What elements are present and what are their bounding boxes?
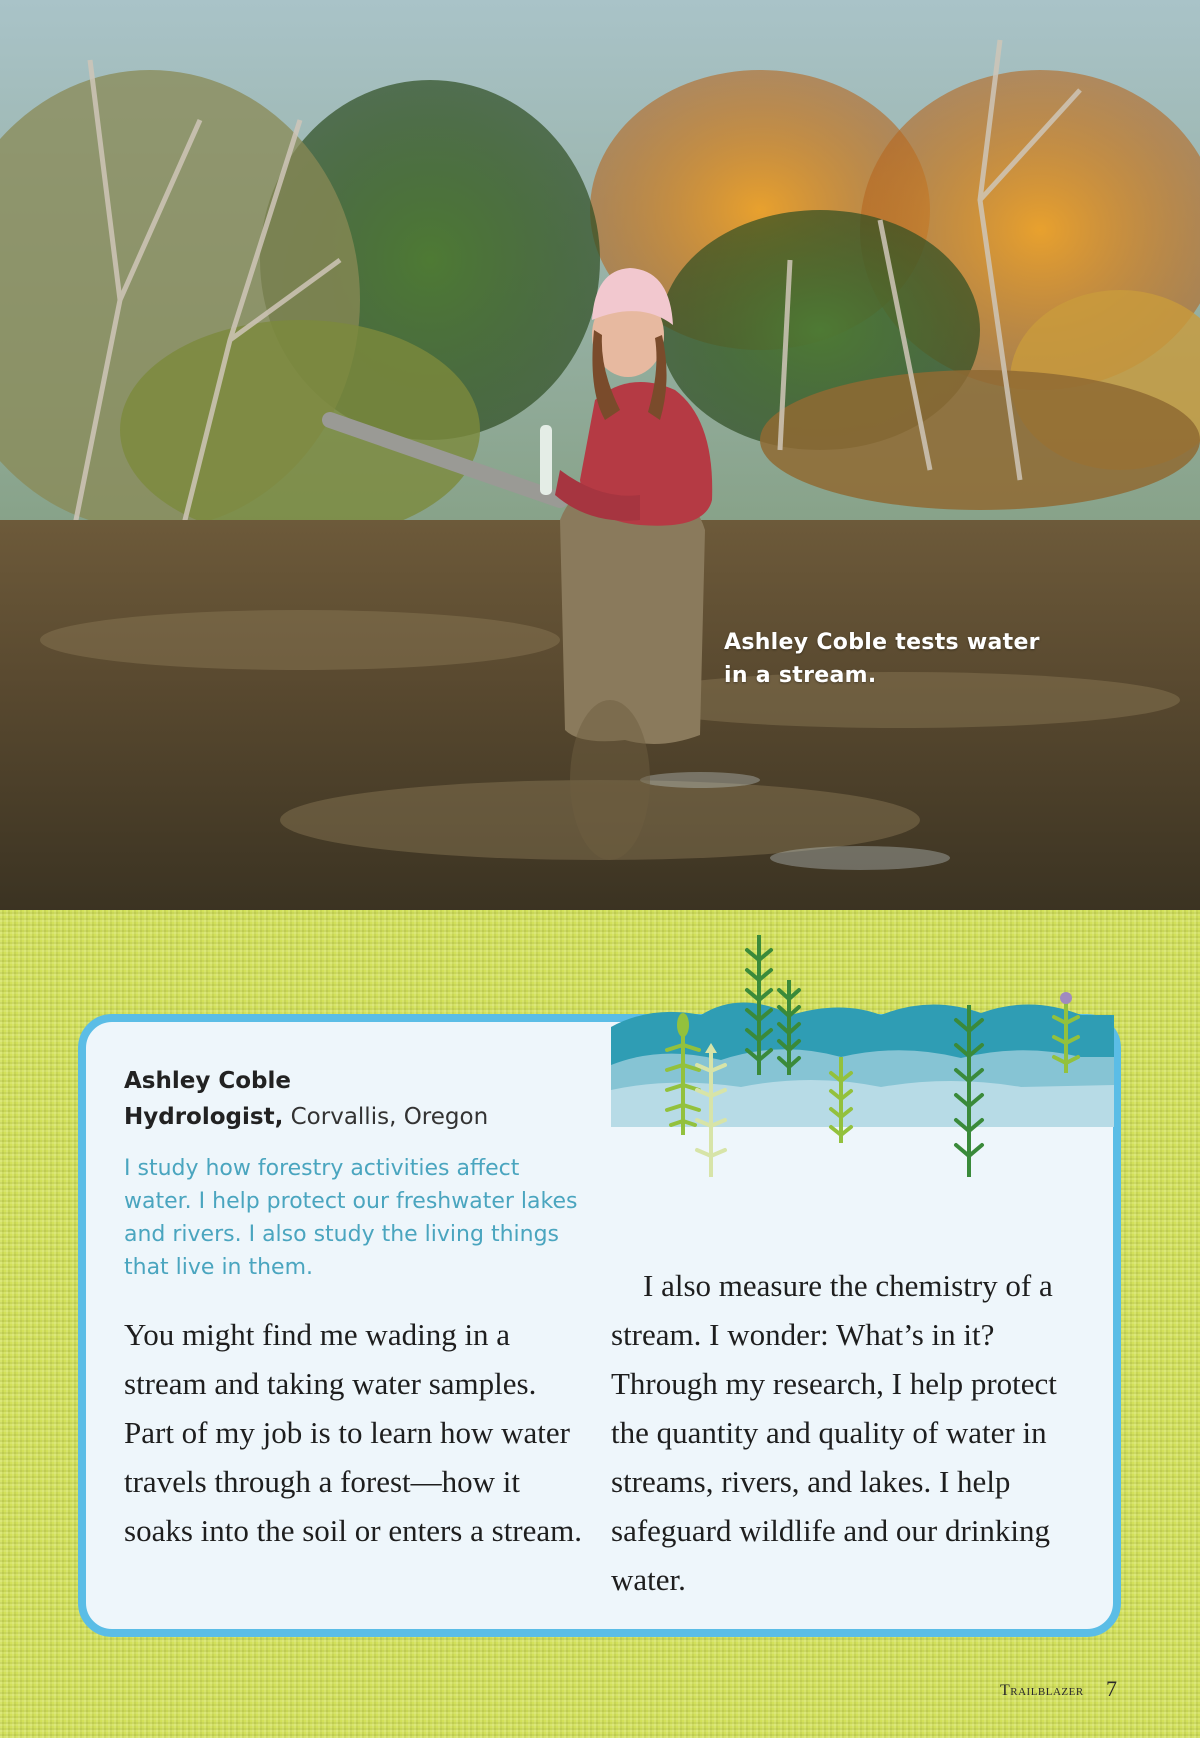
water-plants-illustration — [611, 925, 1114, 1185]
body-right-paragraph: I also measure the chemistry of a stream. I wonder: What’s in it? Through my research, I help protect the quantity and quality of water in streams, rivers, and lakes. I help safeguard wildlife and our drinking water. — [611, 1268, 1057, 1597]
profile-name: Ashley Coble — [124, 1068, 291, 1094]
caption-line-2: in a stream. — [724, 663, 877, 688]
page-footer — [0, 1676, 1200, 1716]
body-right-column — [611, 1261, 1081, 1604]
page-number: 7 — [1106, 1676, 1117, 1701]
series-name: Trailblazer — [1000, 1682, 1084, 1699]
profile-title: Hydrologist, — [124, 1104, 284, 1130]
profile-blurb: I study how forestry activities affect water. I help protect our freshwater lakes and rivers. I also study the living things that live in them. — [124, 1156, 578, 1280]
photo-caption — [724, 626, 1044, 692]
caption-line-1: Ashley Coble tests water — [724, 630, 1040, 655]
profile-role — [124, 1104, 488, 1130]
profile-location: Corvallis, Oregon — [290, 1104, 489, 1130]
body-left-column: You might find me wading in a stream and taking water samples. Part of my job is to learn how water travels through a forest—how it soaks into the soil or enters a stream. — [124, 1317, 583, 1548]
